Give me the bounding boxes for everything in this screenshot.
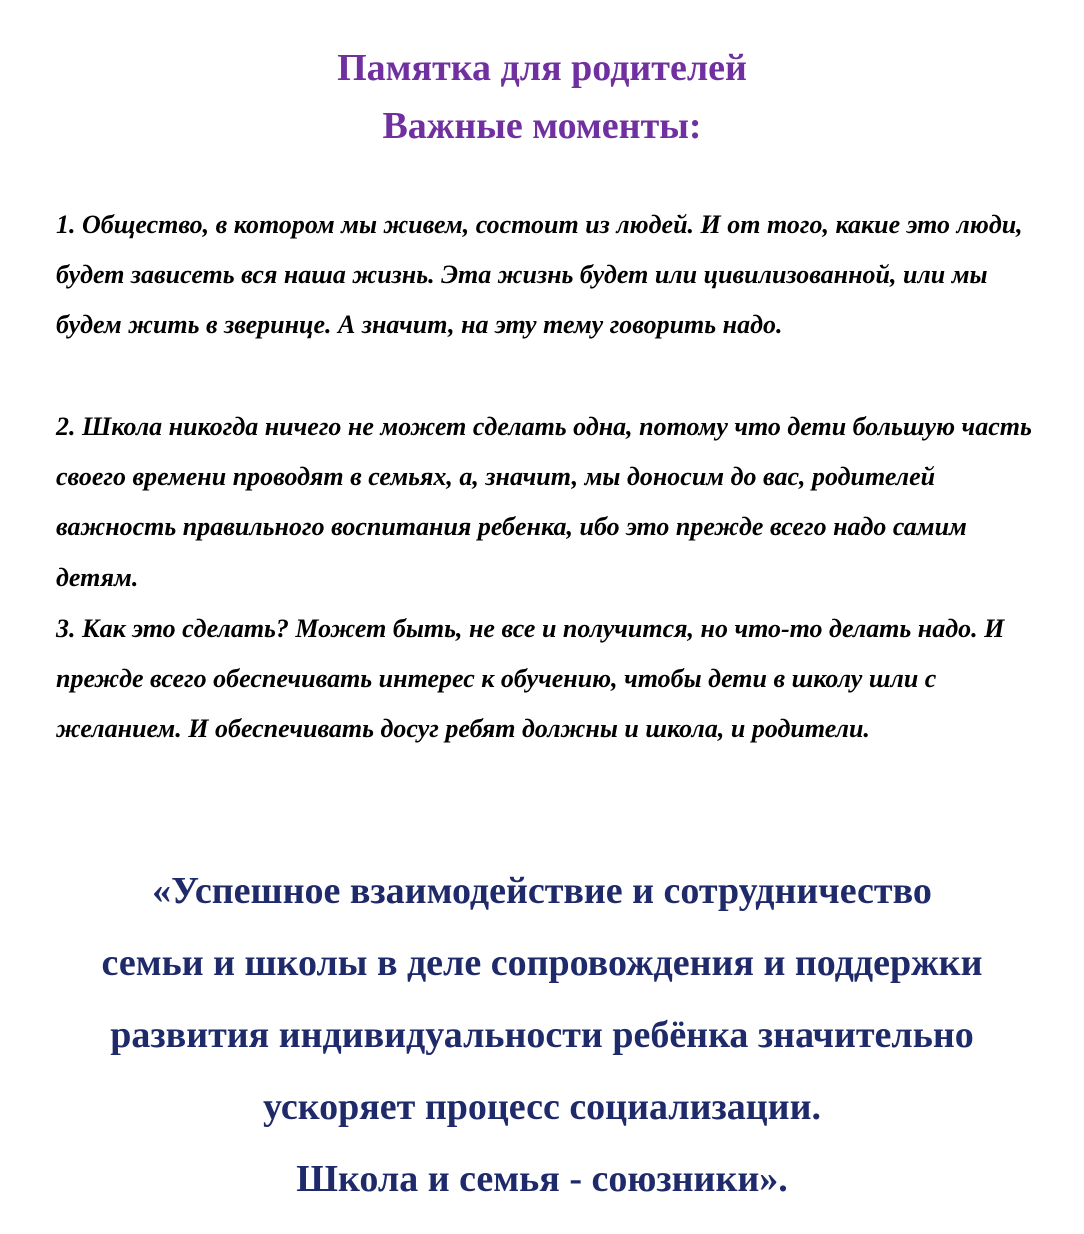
memo-item-3: 3. Как это сделать? Может быть, не все и получится, но что-то делать надо. И прежде всего обеспечивать интерес к обучению, чтобы дети в школу шли с желанием. И обеспечивать досуг ребят должны и школа, и родители. (56, 614, 1005, 744)
memo-item-1: 1. Общество, в котором мы живем, состоит из людей. И от того, какие это люди, будет зависеть вся наша жизнь. Эта жизнь будет или цивилизованной, или мы будем жить в зверинце. А значит, на эту тему говорить надо. (56, 210, 1023, 340)
motto-line-5: Школа и семья - союзники». (296, 1158, 788, 1200)
motto-line-4: ускоряет процесс социализации. (263, 1086, 821, 1128)
motto-line-3: развития индивидуальности ребёнка значительно (110, 1014, 974, 1056)
motto-line-1: «Успешное взаимодействие и сотрудничество (152, 870, 932, 912)
motto-quote (0, 855, 1084, 1215)
page-title: Памятка для родителей (337, 47, 747, 89)
page-subtitle: Важные моменты: (382, 105, 702, 147)
memo-item-2: 2. Школа никогда ничего не может сделать одна, потому что дети большую часть своего времени проводят в семьях, а, значит, мы доносим до вас, родителей важность правильного воспитания ребенка, ибо это прежде всего надо самим детям. (56, 412, 1032, 592)
motto-line-2: семьи и школы в деле сопровождения и поддержки (101, 942, 983, 984)
